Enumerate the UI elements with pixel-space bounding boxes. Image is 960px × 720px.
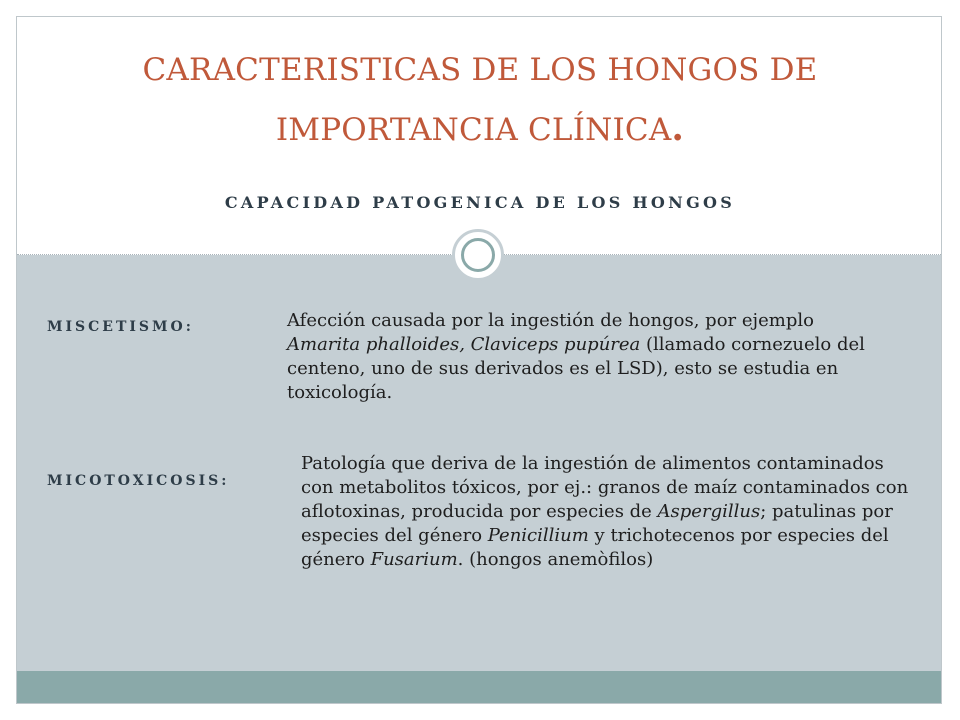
desc-micotoxicosis-text-1: Patología que deriva de la ingestión de alimentos contaminados con metabolitos tóxicos, por ej.: granos de maíz contaminados con aflotoxinas, producida por especies de: [301, 453, 909, 522]
desc-micotoxicosis-text-4: . (hongos anemòfilos): [457, 549, 654, 570]
desc-miscetismo: [287, 309, 887, 405]
title-line-1: CARACTERISTICAS DE LOS HONGOS DE: [142, 52, 818, 88]
slide-subtitle: CAPACIDAD PATOGENICA DE LOS HONGOS: [224, 193, 736, 212]
label-micotoxicosis: MICOTOXICOSIS:: [47, 473, 230, 489]
desc-micotoxicosis-text-3: y trichotecenos por especies del género: [301, 525, 889, 570]
desc-miscetismo-text-2: (llamado cornezuelo del centeno, uno de sus derivados es el LSD), esto se estudia en toxicología.: [287, 334, 865, 403]
desc-micotoxicosis-genus-aspergillus: Aspergillus: [657, 501, 761, 522]
desc-miscetismo-text-1: Afección causada por la ingestión de hongos, por ejemplo: [287, 310, 814, 331]
title-line-2: IMPORTANCIA CLÍNICA: [275, 112, 672, 148]
label-miscetismo: MISCETISMO:: [47, 319, 194, 335]
divider-ring-inner-icon: [461, 238, 495, 272]
desc-miscetismo-species: Amarita phalloides, Claviceps pupúrea: [287, 334, 641, 355]
footer-band: [17, 671, 942, 704]
desc-micotoxicosis-text-2: ; patulinas por especies del género: [301, 501, 893, 546]
desc-micotoxicosis-genus-penicillium: Penicillium: [487, 525, 589, 546]
desc-micotoxicosis-genus-fusarium: Fusarium: [370, 549, 458, 570]
slide-frame: [16, 16, 942, 704]
title-dot: .: [671, 107, 685, 149]
slide-title: [17, 41, 942, 159]
desc-micotoxicosis: [301, 452, 913, 572]
divider-ring-icon: [452, 229, 504, 281]
